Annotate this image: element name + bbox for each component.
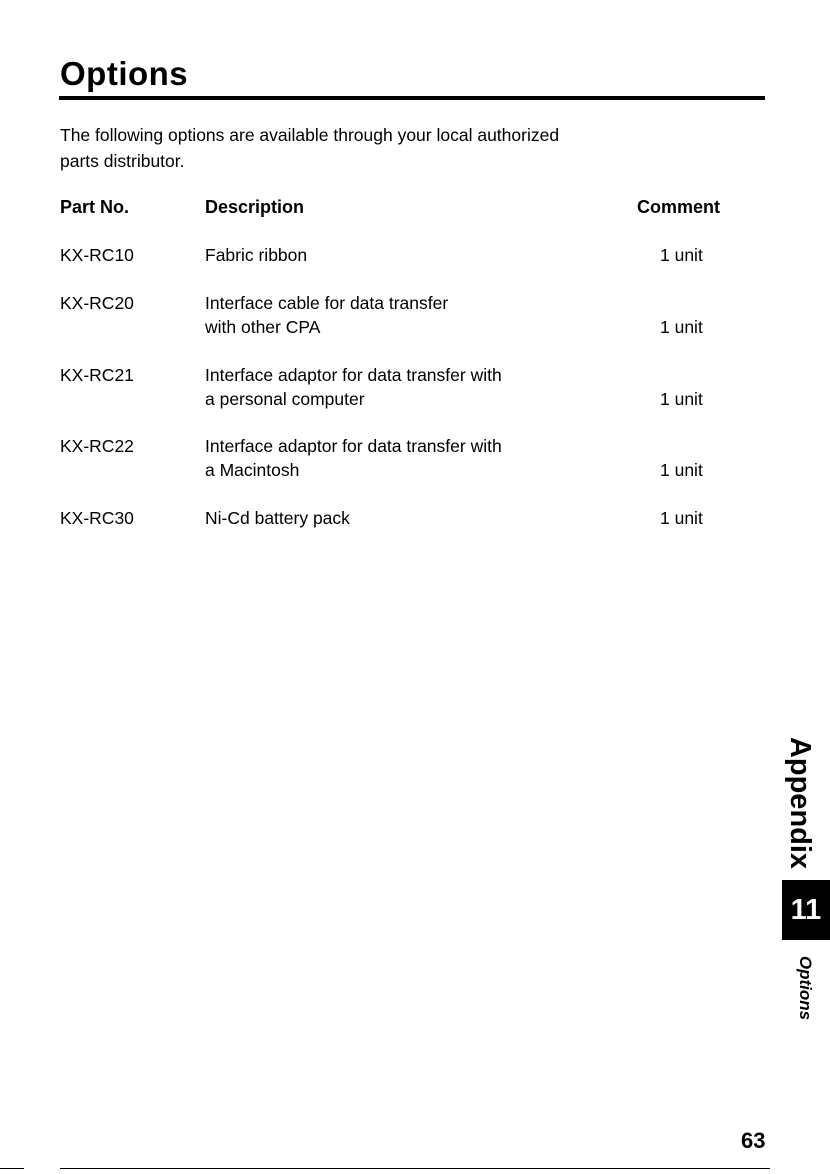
side-tab-section <box>770 738 830 868</box>
row-4-description-line-2: a Macintosh <box>205 460 300 480</box>
row-2-comment: 1 unit <box>660 317 703 337</box>
page-title: Options <box>60 55 189 92</box>
side-tab-section-label: Appendix <box>784 736 816 870</box>
row-2-part-no: KX-RC20 <box>60 293 134 313</box>
title-underline <box>59 96 765 100</box>
header-part-no: Part No. <box>60 197 130 217</box>
row-3-comment: 1 unit <box>660 389 703 409</box>
row-2-description-line-1: Interface cable for data transfer <box>205 293 449 313</box>
side-tab-subsection-label: Options <box>796 955 815 1021</box>
row-3-description-line-2: a personal computer <box>205 389 365 409</box>
row-3-part-no: KX-RC21 <box>60 365 134 385</box>
row-3-description-line-1: Interface adaptor for data transfer with <box>205 365 502 385</box>
row-5-comment: 1 unit <box>660 508 703 528</box>
side-tab-chapter-badge <box>782 880 830 940</box>
row-1-description: Fabric ribbon <box>205 245 308 265</box>
row-5-description: Ni-Cd battery pack <box>205 508 350 528</box>
side-tab-chapter-number: 11 <box>790 893 822 926</box>
row-5-part-no: KX-RC30 <box>60 508 134 528</box>
intro-line-1: The following options are available through your local authorized <box>60 125 560 145</box>
page-number: 63 <box>741 1128 766 1153</box>
row-2-description-line-2: with other CPA <box>205 317 321 337</box>
intro-line-2: parts distributor. <box>60 151 185 171</box>
intro-paragraph <box>60 122 680 174</box>
row-4-description-line-1: Interface adaptor for data transfer with <box>205 436 502 456</box>
bottom-rule <box>60 1168 770 1169</box>
row-1-comment: 1 unit <box>660 245 703 265</box>
side-tab-subsection <box>785 948 825 1028</box>
header-description: Description <box>205 197 305 217</box>
row-4-comment: 1 unit <box>660 460 703 480</box>
bottom-edge-mark <box>0 1168 24 1169</box>
row-4-part-no: KX-RC22 <box>60 436 134 456</box>
header-comment: Comment <box>637 197 721 217</box>
row-1-part-no: KX-RC10 <box>60 245 134 265</box>
